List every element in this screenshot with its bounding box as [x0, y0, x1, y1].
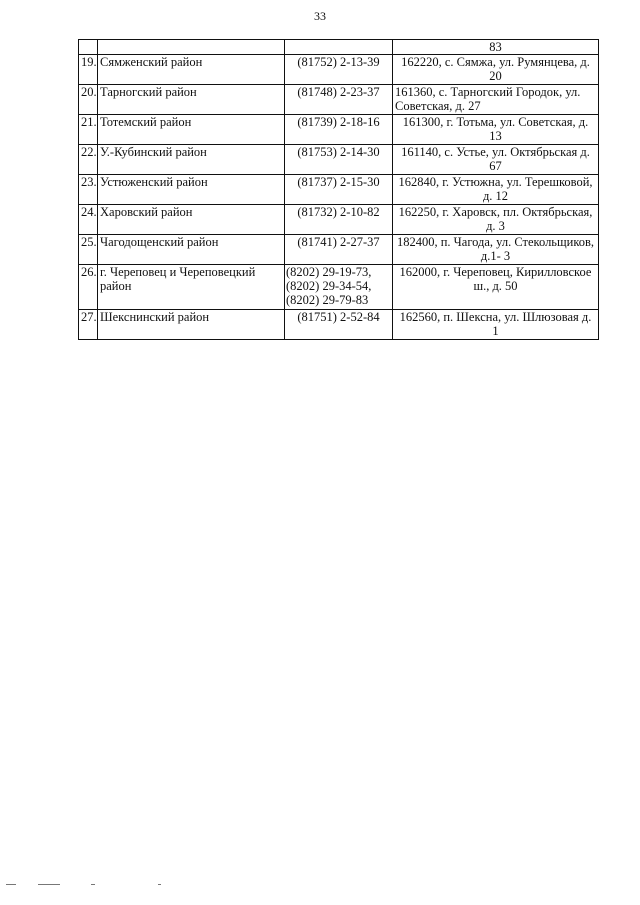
- district-name: Тотемский район: [98, 115, 285, 145]
- table-row-continuation: [79, 40, 599, 55]
- table-row: [79, 235, 599, 265]
- district-name: г. Череповец и Череповецкий район: [98, 265, 285, 310]
- table-cell-district: [98, 40, 285, 55]
- phone-number: (81737) 2-15-30: [285, 175, 393, 205]
- row-number: 19.: [79, 55, 98, 85]
- district-contacts-table: [78, 39, 599, 340]
- row-number: 24.: [79, 205, 98, 235]
- table-row: [79, 310, 599, 340]
- district-name: Чагодощенский район: [98, 235, 285, 265]
- phone-number: (81748) 2-23-37: [285, 85, 393, 115]
- phone-number: (81741) 2-27-37: [285, 235, 393, 265]
- address: 182400, п. Чагода, ул. Стекольщиков, д.1- 3: [393, 235, 599, 265]
- address: 162220, с. Сямжа, ул. Румянцева, д. 20: [393, 55, 599, 85]
- table-cell-phone: [285, 40, 393, 55]
- address: 161300, г. Тотьма, ул. Советская, д. 13: [393, 115, 599, 145]
- address: 162250, г. Харовск, пл. Октябрьская, д. 3: [393, 205, 599, 235]
- district-name: Шекснинский район: [98, 310, 285, 340]
- table-row: [79, 205, 599, 235]
- page-number: 33: [314, 9, 326, 23]
- row-number: 23.: [79, 175, 98, 205]
- district-name: Харовский район: [98, 205, 285, 235]
- phone-number: (81739) 2-18-16: [285, 115, 393, 145]
- address: 162000, г. Череповец, Кирилловское ш., д. 50: [393, 265, 599, 310]
- district-name: У.-Кубинский район: [98, 145, 285, 175]
- row-number: 21.: [79, 115, 98, 145]
- district-name: Сямженский район: [98, 55, 285, 85]
- address: 162560, п. Шексна, ул. Шлюзовая д. 1: [393, 310, 599, 340]
- row-number: 25.: [79, 235, 98, 265]
- phone-number: (81753) 2-14-30: [285, 145, 393, 175]
- address: 161360, с. Тарногский Городок, ул. Советская, д. 27: [393, 85, 599, 115]
- address: 162840, г. Устюжна, ул. Терешковой, д. 12: [393, 175, 599, 205]
- phone-number: (81752) 2-13-39: [285, 55, 393, 85]
- row-number: 27.: [79, 310, 98, 340]
- table-row: [79, 85, 599, 115]
- district-name: Устюженский район: [98, 175, 285, 205]
- table-cell-num: [79, 40, 98, 55]
- row-number: 22.: [79, 145, 98, 175]
- address: 161140, с. Устье, ул. Октябрьская д. 67: [393, 145, 599, 175]
- table-row: [79, 55, 599, 85]
- table-row: [79, 265, 599, 310]
- table-row: [79, 115, 599, 145]
- row-number: 20.: [79, 85, 98, 115]
- table-row: [79, 175, 599, 205]
- district-name: Тарногский район: [98, 85, 285, 115]
- table-cell-address: 83: [393, 40, 599, 55]
- phone-numbers: (8202) 29-19-73, (8202) 29-34-54, (8202) 29-79-83: [285, 265, 393, 310]
- scan-artifact-marks: [6, 884, 166, 888]
- row-number: 26.: [79, 265, 98, 310]
- phone-number: (81751) 2-52-84: [285, 310, 393, 340]
- table-row: [79, 145, 599, 175]
- phone-number: (81732) 2-10-82: [285, 205, 393, 235]
